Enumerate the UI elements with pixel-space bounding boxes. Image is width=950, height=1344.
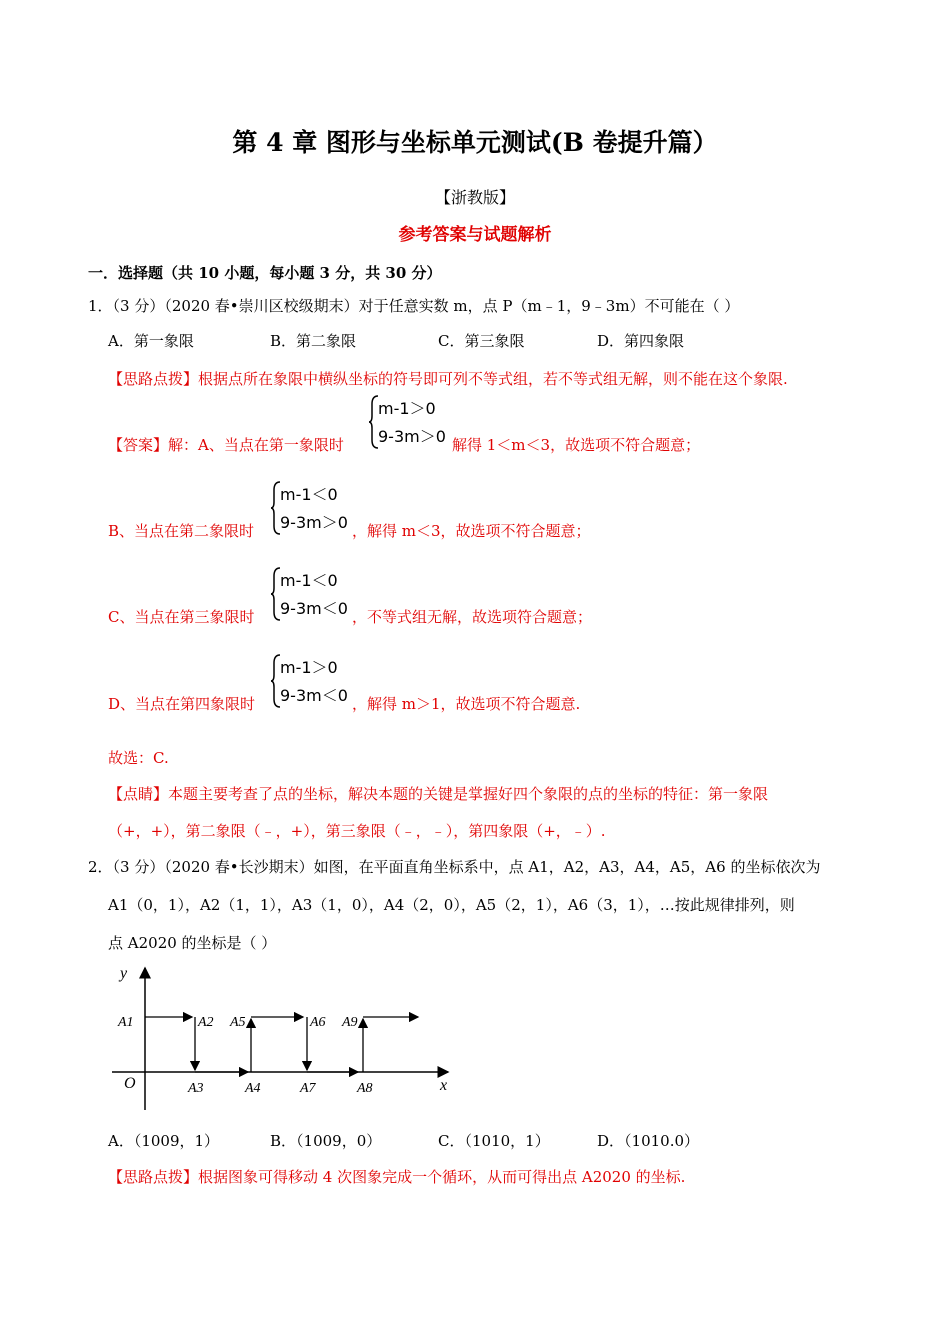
q2-option-d: D．（1010.0） [597, 1132, 700, 1150]
q1-hint-text: 根据点所在象限中横纵坐标的符号即可列不等式组，若不等式组无解，则不能在这个象限. [198, 370, 788, 388]
q1-comment [108, 783, 768, 804]
q2-stem-line3: 点 A2020 的坐标是（ ） [108, 934, 277, 952]
q1-hint-tag: 【思路点拨】 [108, 370, 199, 388]
page-title: 第 4 章 图形与坐标单元测试(B 卷提升篇） [232, 128, 718, 157]
q2-figure [110, 960, 455, 1120]
q2-option-c: C．（1010，1） [438, 1132, 550, 1150]
section-heading: 一．选择题（共 10 小题，每小题 3 分，共 30 分） [88, 264, 442, 282]
q1-option-a: A．第一象限 [108, 332, 194, 350]
q1-option-d: D．第四象限 [597, 332, 685, 350]
q1-case-c-suffix: ，不等式组无解，故选项符合题意； [352, 608, 593, 626]
q1-case-b-ineq-1: m-1＜0 [280, 485, 338, 504]
q1-stem: 1．（3 分）（2020 春•崇川区校级期末）对于任意实数 m，点 P（m﹣1，9﹣3m）不可能在（ ） [88, 297, 740, 315]
q2-coordinate-figure [110, 960, 455, 1120]
q1-case-a-ineq-2: 9-3m＞0 [378, 427, 446, 446]
point-label-a2: A2 [198, 1015, 214, 1030]
q1-comment-line1: 本题主要考查了点的坐标，解决本题的关键是掌握好四个象限的点的坐标的特征：第一象限 [168, 785, 769, 803]
q1-case-a-ineq-1: m-1＞0 [378, 399, 436, 418]
point-label-a1: A1 [118, 1015, 134, 1030]
q1-case-d-ineq-1: m-1＞0 [280, 658, 338, 677]
q2-option-b: B．（1009，0） [270, 1132, 382, 1150]
q1-case-c-ineq-1: m-1＜0 [280, 571, 338, 590]
q1-case-d-suffix: ，解得 m＞1，故选项不符合题意. [352, 695, 581, 713]
q1-answer-tag: 【答案】 [108, 436, 169, 454]
q1-case-d-ineq-2: 9-3m＜0 [280, 686, 348, 705]
q1-comment-tag: 【点睛】 [108, 785, 169, 803]
q1-answer-case-a [108, 434, 344, 455]
q1-hint [108, 368, 788, 389]
q1-case-b-ineq-2: 9-3m＞0 [280, 513, 348, 532]
q2-hint-tag: 【思路点拨】 [108, 1168, 199, 1186]
edition-label: 【浙教版】 [434, 188, 515, 207]
point-label-a9: A9 [342, 1015, 358, 1030]
q2-stem-line1: 2．（3 分）（2020 春•长沙期末）如图，在平面直角坐标系中，点 A1，A2，A3，A4，A5，A6 的坐标依次为 [88, 858, 821, 876]
q1-option-b: B．第二象限 [270, 332, 357, 350]
q1-case-b-system [270, 480, 360, 536]
q2-hint-text: 根据图象可得移动 4 次图象完成一个循环，从而可得出点 A2020 的坐标. [198, 1168, 686, 1186]
q1-case-d-prefix: D、当点在第四象限时 [108, 695, 256, 713]
point-label-a7: A7 [300, 1081, 316, 1096]
q1-case-a-suffix: 解得 1＜m＜3，故选项不符合题意； [452, 436, 701, 454]
point-label-a3: A3 [188, 1081, 204, 1096]
q2-stem-line2: A1（0，1），A2（1，1），A3（1，0），A4（2，0），A5（2，1），A6（3，1），…按此规律排列，则 [108, 896, 795, 914]
point-label-a6: A6 [310, 1015, 326, 1030]
point-label-a4: A4 [245, 1081, 261, 1096]
q1-case-a-prefix: 解：A、当点在第一象限时 [168, 436, 344, 454]
q1-option-c: C．第三象限 [438, 332, 525, 350]
q1-choice: 故选：C. [108, 749, 169, 767]
q1-case-c-prefix: C、当点在第三象限时 [108, 608, 255, 626]
q1-case-c-ineq-2: 9-3m＜0 [280, 599, 348, 618]
origin-label: O [124, 1075, 136, 1092]
answers-title: 参考答案与试题解析 [398, 225, 552, 245]
q2-option-a: A．（1009，1） [108, 1132, 220, 1150]
q1-case-b-suffix: ，解得 m＜3，故选项不符合题意； [352, 522, 591, 540]
q1-case-b-prefix: B、当点在第二象限时 [108, 522, 255, 540]
q1-case-d-system [270, 653, 360, 709]
q1-case-a-system [368, 394, 458, 450]
point-label-a5: A5 [230, 1015, 246, 1030]
q1-comment-line2: （+，+），第二象限（﹣，+），第三象限（﹣，﹣），第四象限（+，﹣）. [108, 822, 606, 840]
point-label-a8: A8 [357, 1081, 373, 1096]
y-axis-label: y [120, 965, 128, 982]
x-axis-label: x [440, 1077, 448, 1094]
q1-case-c-system [270, 566, 360, 622]
q2-hint [108, 1166, 685, 1187]
